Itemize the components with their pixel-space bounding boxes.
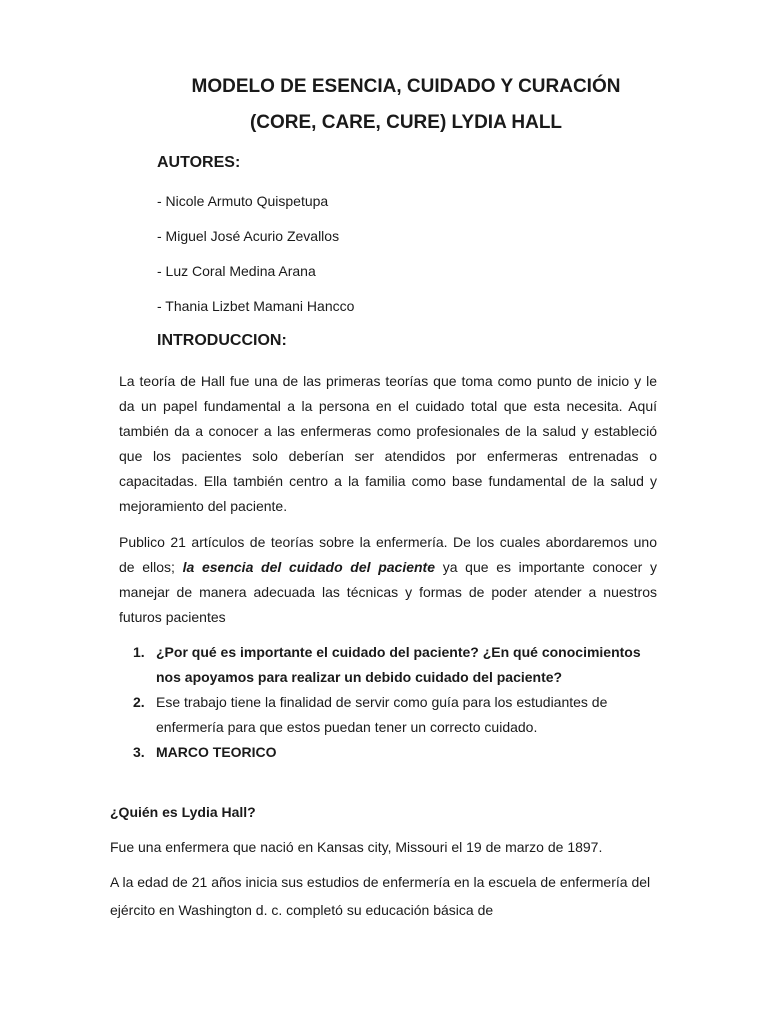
author-item: - Luz Coral Medina Arana (157, 263, 316, 279)
list-item (133, 690, 658, 740)
section-question-heading: ¿Quién es Lydia Hall? (110, 804, 256, 820)
author-item: - Nicole Armuto Quispetupa (157, 193, 329, 209)
articles-text-before: Publico 21 artículos de teorías sobre la enfermería. De los cuales abordaremos uno de ellos; (119, 534, 657, 575)
author-item: - Miguel José Acurio Zevallos (157, 228, 340, 244)
articles-paragraph (119, 530, 657, 630)
authors-heading: AUTORES: (157, 154, 241, 171)
list-item-text: MARCO TEORICO (156, 744, 277, 760)
document-title-line-1: MODELO DE ESENCIA, CUIDADO Y CURACIÓN (191, 76, 621, 97)
bio-paragraph-1: Fue una enfermera que nació en Kansas city, Missouri el 19 de marzo de 1897. (110, 839, 603, 855)
list-number: 3. (133, 744, 145, 760)
document-title-line-2: (CORE, CARE, CURE) LYDIA HALL (249, 112, 563, 133)
list-item (133, 640, 658, 690)
author-item: - Thania Lizbet Mamani Hancco (157, 298, 355, 314)
list-item (133, 740, 658, 765)
introduction-heading: INTRODUCCION: (157, 332, 287, 349)
list-number: 2. (133, 694, 145, 710)
articles-text-after: ya que es importante conocer y manejar de manera adecuada las técnicas y formas de poder atender a nuestros futuros pacientes (119, 559, 657, 625)
list-number: 1. (133, 644, 145, 660)
numbered-list (133, 640, 658, 765)
list-item-text: Ese trabajo tiene la finalidad de servir como guía para los estudiantes de enfermería para que estos puedan tener un correcto cuidado. (156, 694, 608, 735)
list-item-text: ¿Por qué es importante el cuidado del paciente? ¿En qué conocimientos nos apoyamos para realizar un debido cuidado del paciente? (156, 644, 641, 685)
emphasis-text: la esencia del cuidado del paciente (182, 559, 436, 575)
introduction-paragraph: La teoría de Hall fue una de las primeras teorías que toma como punto de inicio y le da un papel fundamental a la persona en el cuidado total que esta necesita. Aquí también da a conocer a las enfermeras como profesionales de la salud y estableció que los pacientes solo deberían ser atendidos por enfermeras entrenadas o capacitadas. Ella también centro a la familia como base fundamental de la salud y mejoramiento del paciente. (119, 373, 657, 514)
bio-paragraph-2: A la edad de 21 años inicia sus estudios de enfermería en la escuela de enfermería del ejército en Washington d. c. completó su educación básica de (110, 874, 651, 918)
